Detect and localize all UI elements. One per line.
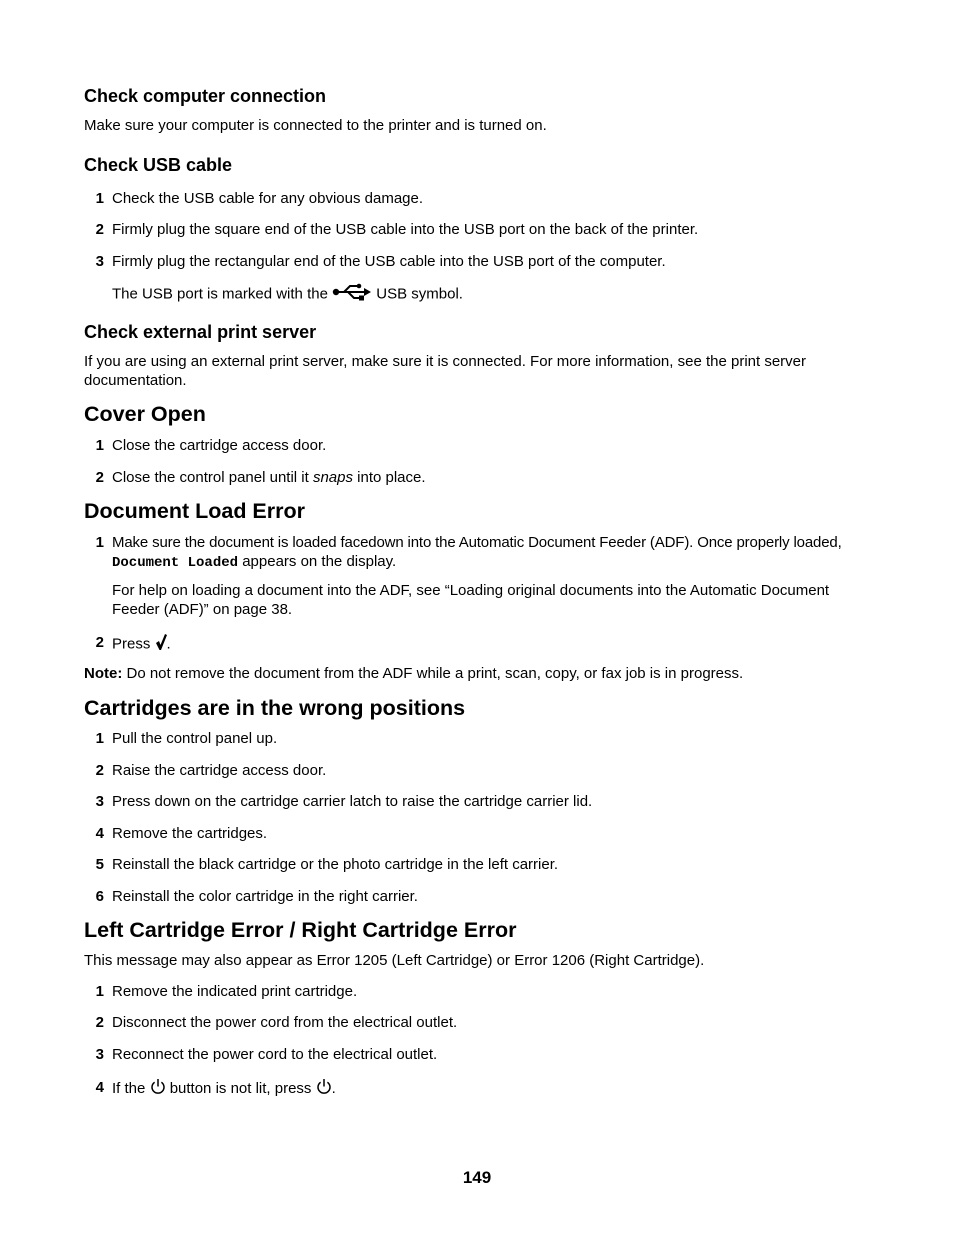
step-number: 4: [95, 825, 104, 842]
step-text: Disconnect the power cord from the electrical outlet.: [112, 1014, 458, 1031]
step-number: 2: [95, 634, 104, 651]
step-text: Pull the control panel up.: [112, 730, 278, 747]
text-segment: .: [166, 635, 171, 653]
help-text-line-2: Feeder (ADF)” on page 38.: [112, 601, 293, 618]
help-text-line-1: For help on loading a document into the ADF, see “Loading original documents into the Automatic Document: [112, 582, 830, 599]
step-text: [112, 633, 171, 656]
step-number: 3: [95, 1046, 104, 1063]
step-text: Check the USB cable for any obvious damage.: [112, 190, 424, 207]
text-segment: button is not lit, press: [165, 1079, 316, 1097]
step-text: Reinstall the black cartridge or the photo cartridge in the left carrier.: [112, 856, 559, 873]
note-text-after: USB symbol.: [376, 285, 463, 303]
heading-cartridges-wrong-positions: Cartridges are in the wrong positions: [84, 696, 466, 720]
heading-cover-open: Cover Open: [84, 402, 206, 426]
display-message-code: Document Loaded: [112, 555, 239, 571]
text-segment: Close the control panel until it: [112, 469, 313, 486]
step-number: 4: [95, 1079, 104, 1096]
power-icon: [316, 1078, 332, 1100]
step-text: Remove the indicated print cartridge.: [112, 983, 358, 1000]
text-segment: Press: [112, 635, 155, 653]
text-segment: into place.: [352, 469, 426, 486]
emphasis-text: snaps: [312, 469, 353, 486]
step-text: Reconnect the power cord to the electrical outlet.: [112, 1046, 438, 1063]
step-text: [112, 468, 426, 487]
step-text: Raise the cartridge access door.: [112, 762, 327, 779]
step-number: 1: [95, 437, 104, 454]
step-number: 1: [95, 983, 104, 1000]
step-number: 1: [95, 534, 104, 551]
text-segment: .: [331, 1079, 336, 1097]
note-text-before: The USB port is marked with the: [112, 285, 328, 303]
step-number: 2: [95, 469, 104, 486]
step-number: 1: [95, 730, 104, 747]
heading-document-load-error: Document Load Error: [84, 499, 305, 523]
power-icon: [150, 1078, 166, 1100]
step-number: 6: [95, 888, 104, 905]
step-number: 3: [95, 253, 104, 270]
step-text: Firmly plug the rectangular end of the USB cable into the USB port of the computer.: [112, 253, 666, 270]
step-number: 3: [95, 793, 104, 810]
heading-check-external-print-server: Check external print server: [84, 322, 317, 342]
checkmark-icon: [155, 633, 167, 656]
step-text: Firmly plug the square end of the USB cable into the USB port on the back of the printer.: [112, 221, 699, 238]
note-text: Do not remove the document from the ADF while a print, scan, copy, or fax job is in progress.: [122, 665, 744, 682]
step-text-line-2: [112, 552, 396, 573]
text-segment: If the: [112, 1079, 150, 1097]
note: [84, 664, 743, 683]
page-number: 149: [462, 1168, 492, 1187]
step-text: Reinstall the color cartridge in the right carrier.: [112, 888, 418, 905]
step-number: 2: [95, 221, 104, 238]
step-number: 5: [95, 856, 104, 873]
heading-left-right-cartridge-error: Left Cartridge Error / Right Cartridge Error: [84, 918, 517, 942]
step-text: [112, 1078, 336, 1100]
step-text: Press down on the cartridge carrier latch to raise the cartridge carrier lid.: [112, 793, 593, 810]
step-number: 2: [95, 762, 104, 779]
step-text: Close the cartridge access door.: [112, 437, 327, 454]
heading-check-computer-connection: Check computer connection: [84, 86, 327, 106]
heading-check-usb-cable: Check USB cable: [84, 155, 233, 175]
paragraph: Make sure your computer is connected to the printer and is turned on.: [84, 117, 547, 134]
step-number: 1: [95, 190, 104, 207]
step-text: Remove the cartridges.: [112, 825, 268, 842]
paragraph-line-1: If you are using an external print server, make sure it is connected. For more information, see the print server: [84, 353, 806, 370]
note-label: Note:: [84, 665, 123, 682]
paragraph-line-2: documentation.: [84, 372, 187, 389]
step-number: 2: [95, 1014, 104, 1031]
text-segment: appears on the display.: [238, 553, 397, 570]
paragraph: This message may also appear as Error 1205 (Left Cartridge) or Error 1206 (Right Cartridge).: [84, 952, 705, 969]
step-text-line-1: Make sure the document is loaded facedown into the Automatic Document Feeder (ADF). Once properly loaded,: [112, 534, 842, 551]
usb-symbol-note: [112, 283, 463, 306]
usb-icon: [332, 283, 372, 306]
